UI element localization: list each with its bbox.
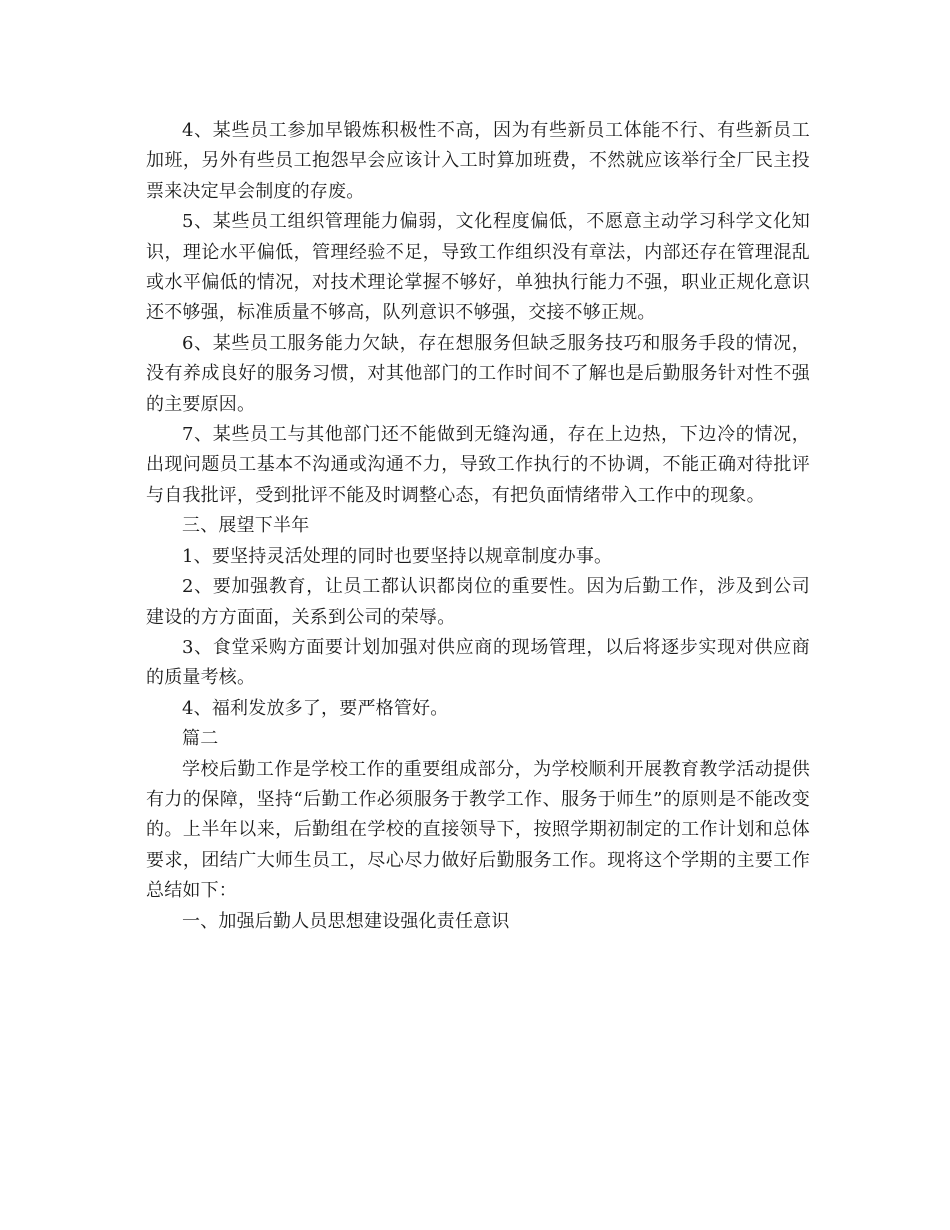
paragraph-item-5: 5、某些员工组织管理能力偏弱，文化程度偏低，不愿意主动学习科学文化知识，理论水平偏低，管理经验不足，导致工作组织没有章法，内部还存在管理混乱或水平偏低的情况，对技术理论掌握不够好，单独执行能力不强，职业正规化意识还不够强，标准质量不够高，队列意识不够强，交接不够正规。	[146, 211, 810, 324]
paragraph-intro: 学校后勤工作是学校工作的重要组成部分，为学校顺利开展教育教学活动提供有力的保障，坚持“后勤工作必须服务于教学工作、服务于师生”的原则是不能改变的。上半年以来，后勤组在学校的直接领导下，按照学期初制定的工作计划和总体要求，团结广大师生员工，尽心尽力做好后勤服务工作。现将这个学期的主要工作总结如下：	[146, 758, 810, 902]
paragraph-item-4: 4、某些员工参加早锻炼积极性不高，因为有些新员工体能不行、有些新员工加班，另外有些员工抱怨早会应该计入工时算加班费，不然就应该举行全厂民主投票来决定早会制度的存废。	[146, 120, 810, 202]
paragraph-item-7: 7、某些员工与其他部门还不能做到无缝沟通，存在上边热，下边冷的情况，出现问题员工基本不沟通或沟通不力，导致工作执行的不协调，不能正确对待批评与自我批评，受到批评不能及时调整心态，有把负面情绪带入工作中的现象。	[146, 424, 810, 506]
paragraph-outlook-1: 1、要坚持灵活处理的同时也要坚持以规章制度办事。	[182, 545, 613, 567]
document-body	[146, 116, 810, 937]
section-heading-part-two: 篇二	[182, 728, 219, 750]
paragraph-outlook-3: 3、食堂采购方面要计划加强对供应商的现场管理，以后将逐步实现对供应商的质量考核。	[146, 636, 810, 689]
paragraph-outlook-4: 4、福利发放多了，要严格管好。	[182, 697, 449, 719]
section-heading-outlook: 三、展望下半年	[182, 515, 310, 537]
paragraph-item-6: 6、某些员工服务能力欠缺，存在想服务但缺乏服务技巧和服务手段的情况，没有养成良好的服务习惯，对其他部门的工作时间不了解也是后勤服务针对性不强的主要原因。	[146, 332, 810, 415]
paragraph-outlook-2: 2、要加强教育，让员工都认识都岗位的重要性。因为后勤工作，涉及到公司建设的方方面面，关系到公司的荣辱。	[146, 576, 810, 628]
section-heading-one: 一、加强后勤人员思想建设强化责任意识	[182, 910, 510, 932]
